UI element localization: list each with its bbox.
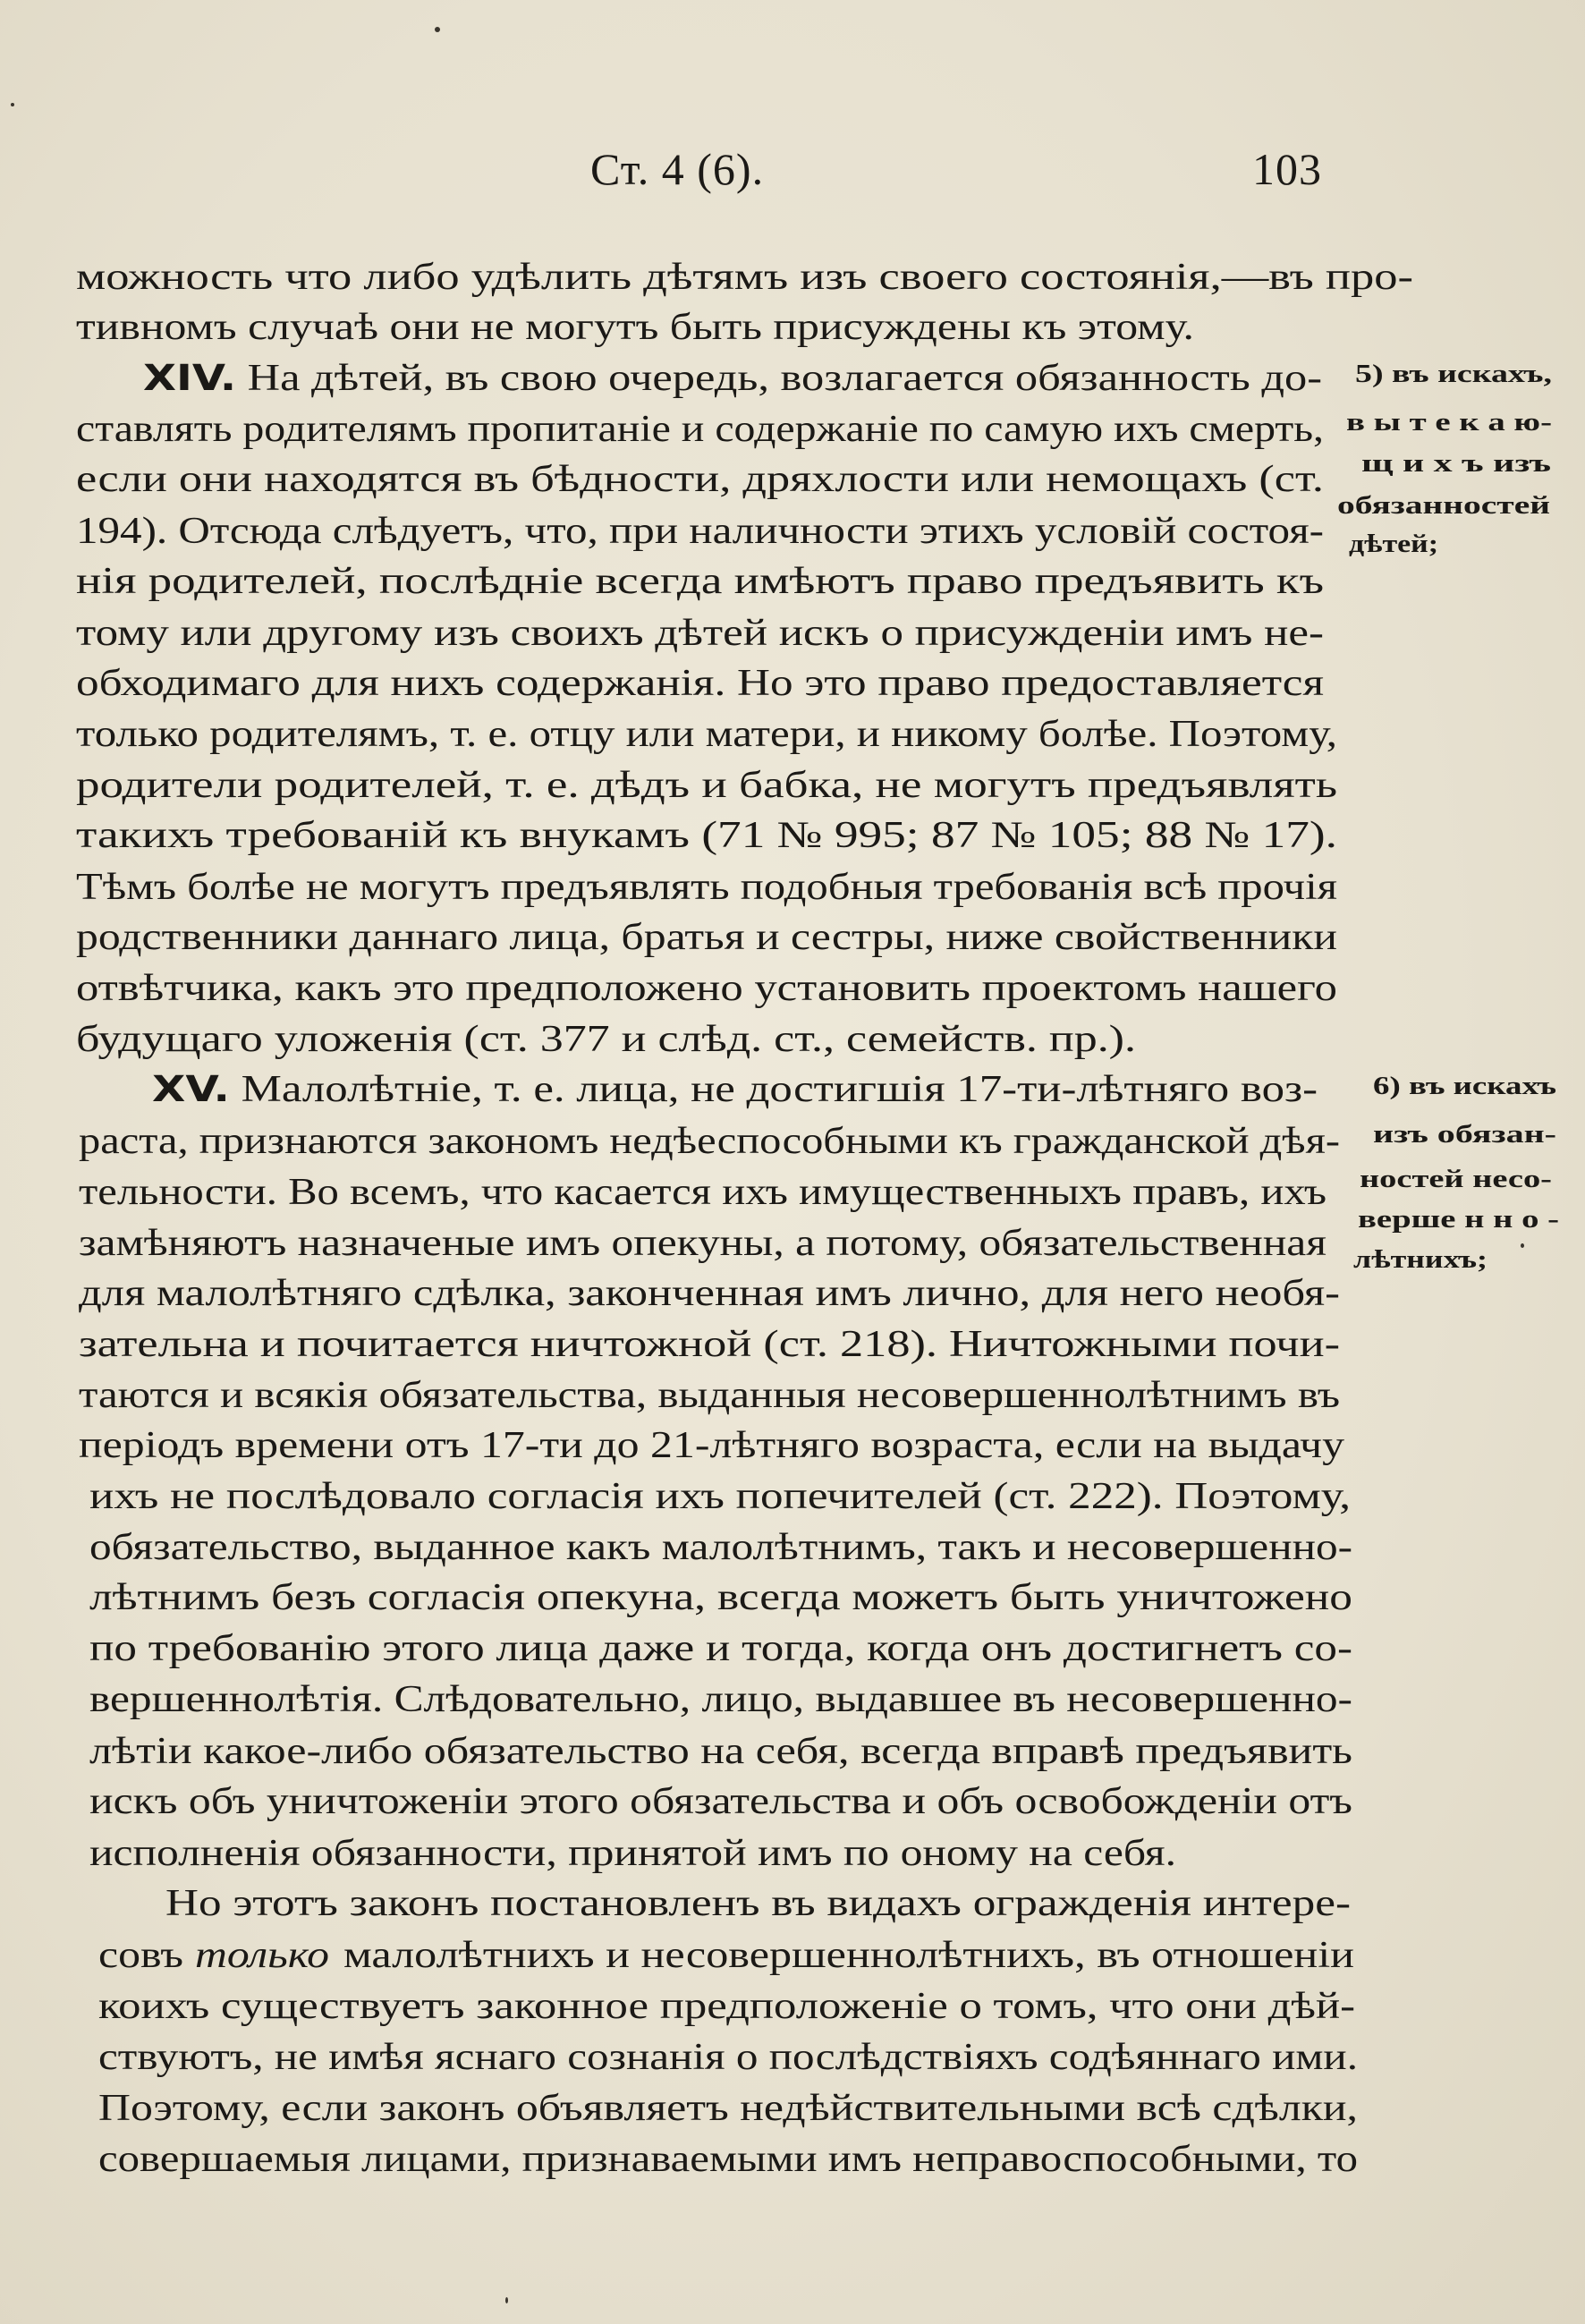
text-line: таются и всякія обязательства, выданныя несовершеннолѣтнимъ въ xyxy=(79,1375,1340,1416)
text-line: ихъ не послѣдовало согласія ихъ попечителей (ст. 222). Поэтому, xyxy=(89,1476,1351,1517)
text-line: родственники даннаго лица, братья и сестры, ниже свойственники xyxy=(76,917,1337,958)
text-line: вершеннолѣтія. Слѣдовательно, лицо, выдавшее въ несовершенно- xyxy=(89,1679,1353,1720)
text-line: 194). Отсюда слѣдуетъ, что, при наличности этихъ условій состоя- xyxy=(76,511,1324,552)
text-line: исполненія обязанности, принятой имъ по оному на себя. xyxy=(89,1833,1176,1874)
text-line: нія родителей, послѣдніе всегда имѣютъ право предъявить къ xyxy=(76,561,1324,602)
page-number: 103 xyxy=(1252,144,1322,194)
section-xv-line: XV. Малолѣтніе, т. е. лица, не достигшія 17-ти-лѣтняго воз- xyxy=(152,1069,1318,1110)
text-line: ствуютъ, не имѣя яснаго сознанія о послѣдствіяхъ содѣяннаго ими. xyxy=(98,2037,1358,2078)
text-line: Тѣмъ болѣе не могутъ предъявлять подобныя требованія всѣ прочія xyxy=(76,867,1337,908)
text-line: замѣняютъ назначеные имъ опекуны, а потому, обязательственная xyxy=(79,1223,1326,1264)
text-line: тельности. Во всемъ, что касается ихъ имущественныхъ правъ, ихъ xyxy=(79,1172,1326,1213)
text-line: только родителямъ, т. е. отцу или матери, и никому болѣе. Поэтому, xyxy=(76,714,1337,755)
emphasis-word: только xyxy=(195,1935,329,1976)
text-line: такихъ требованій къ внукамъ (71 № 995; 87 № 105; 88 № 17). xyxy=(76,815,1337,856)
text-line: совершаемыя лицами, признаваемыми имъ неправоспособными, то xyxy=(98,2139,1358,2180)
text-line: отвѣтчика, какъ это предположено установить проектомъ нашего xyxy=(76,968,1337,1009)
text-line: коихъ существуетъ законное предположеніе о томъ, что они дѣй- xyxy=(98,1986,1355,2027)
print-fleck xyxy=(1521,1243,1524,1248)
text-line: искъ объ уничтоженіи этого обязательства и объ освобожденіи отъ xyxy=(89,1781,1352,1822)
text-line: періодъ времени отъ 17-ти до 21-лѣтняго возраста, если на выдачу xyxy=(79,1425,1344,1466)
text-line: ставлять родителямъ пропитаніе и содержаніе по самую ихъ смерть, xyxy=(76,409,1325,450)
text-line: лѣтіи какое-либо обязательство на себя, всегда вправѣ предъявить xyxy=(89,1731,1352,1772)
text-line: лѣтнимъ безъ согласія опекуна, всегда можетъ быть уничтожено xyxy=(89,1577,1352,1618)
book-page: Ст. 4 (6). 103 можность что либо удѣлить дѣтямъ изъ своего состоянія,—въ про- тивномъ случаѣ они не могутъ быть присуждены къ этому. XIV. На дѣтей, въ свою очередь, возлагается обязанность до- ставлять родителямъ пропитаніе и содержаніе по самую ихъ смерть, если они находятся въ бѣдности, дряхлости или немощахъ (ст. 194). Отсюда слѣдуетъ, что, при наличности этихъ условій состоя- нія родителей, послѣдніе всегда имѣютъ право предъявить къ тому или другому изъ своихъ дѣтей искъ о присужденіи имъ не- обходимаго для нихъ содержанія. Но это право предоставляется только родителямъ, т. е. отцу или матери, и никому болѣе. Поэтому, родители родителей, т. е. дѣдъ и бабка, не могутъ предъявлять такихъ требованій къ внукамъ (71 № 995; 87 № 105; 88 № 17). Тѣмъ болѣе не могутъ предъявлять подобныя требованія всѣ прочія родственники даннаго лица, братья и сестры, ниже свойственники отвѣтчика, какъ это предположено установить проектомъ нашего будущаго уложенія (ст. 377 и слѣд. ст., семейств. пр.). XV. Малолѣтніе, т. е. лица, не достигшія 17-ти-лѣтняго воз- раста, признаются закономъ недѣеспособными къ гражданской дѣя- тельности. Во всемъ, что касается ихъ имущественныхъ правъ, ихъ замѣняютъ назначеные имъ опекуны, а потому, обязательственная для малолѣтняго сдѣлка, законченная имъ лично, для него необя- зательна и почитается ничтожной (ст. 218). Ничтожными почи- таются и всякія обязательства, выданныя несовершеннолѣтнимъ въ періодъ времени отъ 17-ти до 21-лѣтняго возраста, если на выдачу ихъ не послѣдовало согласія ихъ попечителей (ст. 222). Поэтому, обязательство, выданное какъ малолѣтнимъ, такъ и несовершенно- лѣтнимъ безъ согласія опекуна, всегда можетъ быть уничтожено по требованію этого лица даже и тогда, когда онъ достигнетъ со- вершеннолѣтія. Слѣдовательно, лицо, выдавшее въ несовершенно- лѣтіи какое-либо обязательство на себя, всегда вправѣ предъявить искъ объ уничтоженіи этого обязательства и объ освобожденіи отъ исполненія обязанности, принятой имъ по оному на себя. Но этотъ законъ постановленъ въ видахъ огражденія интере- совъ только малолѣтнихъ и несовершеннолѣтнихъ, въ отношеніи коихъ существуетъ законное предположеніе о томъ, что они дѣй- ствуютъ, не имѣя яснаго сознанія о послѣдствіяхъ содѣяннаго ими. Поэтому, если законъ объявляетъ недѣйствительными всѣ сдѣлки, совершаемыя лицами, признаваемыми имъ неправоспособными, то 5) въ искахъ, в ы т е к а ю- щ и х ъ изъ обязанностей дѣтей; 6) въ искахъ изъ обязан- ностей несо- верше н н о - лѣтнихъ; xyxy=(0,0,1585,2324)
text-line: обязательство, выданное какъ малолѣтнимъ, такъ и несовершенно- xyxy=(89,1527,1352,1568)
text-line: можность что либо удѣлить дѣтямъ изъ своего состоянія,—въ про- xyxy=(76,257,1413,298)
text-line: зательна и почитается ничтожной (ст. 218). Ничтожными почи- xyxy=(79,1324,1340,1365)
text-line: если они находятся въ бѣдности, дряхлости или немощахъ (ст. xyxy=(76,459,1324,500)
paragraph-start-line: Но этотъ законъ постановленъ въ видахъ огражденія интере- xyxy=(165,1883,1351,1924)
text-line: тому или другому изъ своихъ дѣтей искъ о присужденіи имъ не- xyxy=(76,613,1324,654)
text-line: родители родителей, т. е. дѣдъ и бабка, не могутъ предъявлять xyxy=(76,765,1337,806)
section-xiv-line: XIV. На дѣтей, въ свою очередь, возлагается обязанность до- xyxy=(143,358,1322,399)
print-fleck xyxy=(435,27,440,32)
text-line: тивномъ случаѣ они не могутъ быть присуждены къ этому. xyxy=(76,307,1194,348)
text-line: совъ только малолѣтнихъ и несовершеннолѣтнихъ, въ отношеніи xyxy=(0,1930,1585,1980)
section-marker: XV. xyxy=(152,1069,230,1110)
section-marker: XIV. xyxy=(143,358,237,399)
print-fleck xyxy=(11,103,14,106)
running-header: Ст. 4 (6). xyxy=(590,144,765,194)
text-line: раста, признаются закономъ недѣеспособными къ гражданской дѣя- xyxy=(79,1121,1340,1162)
text-line: будущаго уложенія (ст. 377 и слѣд. ст., семейств. пр.). xyxy=(76,1019,1136,1060)
print-fleck xyxy=(505,2297,508,2303)
text-line: для малолѣтняго сдѣлка, законченная имъ лично, для него необя- xyxy=(79,1273,1340,1314)
text-line: Поэтому, если законъ объявляетъ недѣйствительными всѣ сдѣлки, xyxy=(98,2088,1358,2129)
text-line: обходимаго для нихъ содержанія. Но это право предоставляется xyxy=(76,663,1324,704)
text-line: по требованію этого лица даже и тогда, когда онъ достигнетъ со- xyxy=(89,1628,1352,1669)
